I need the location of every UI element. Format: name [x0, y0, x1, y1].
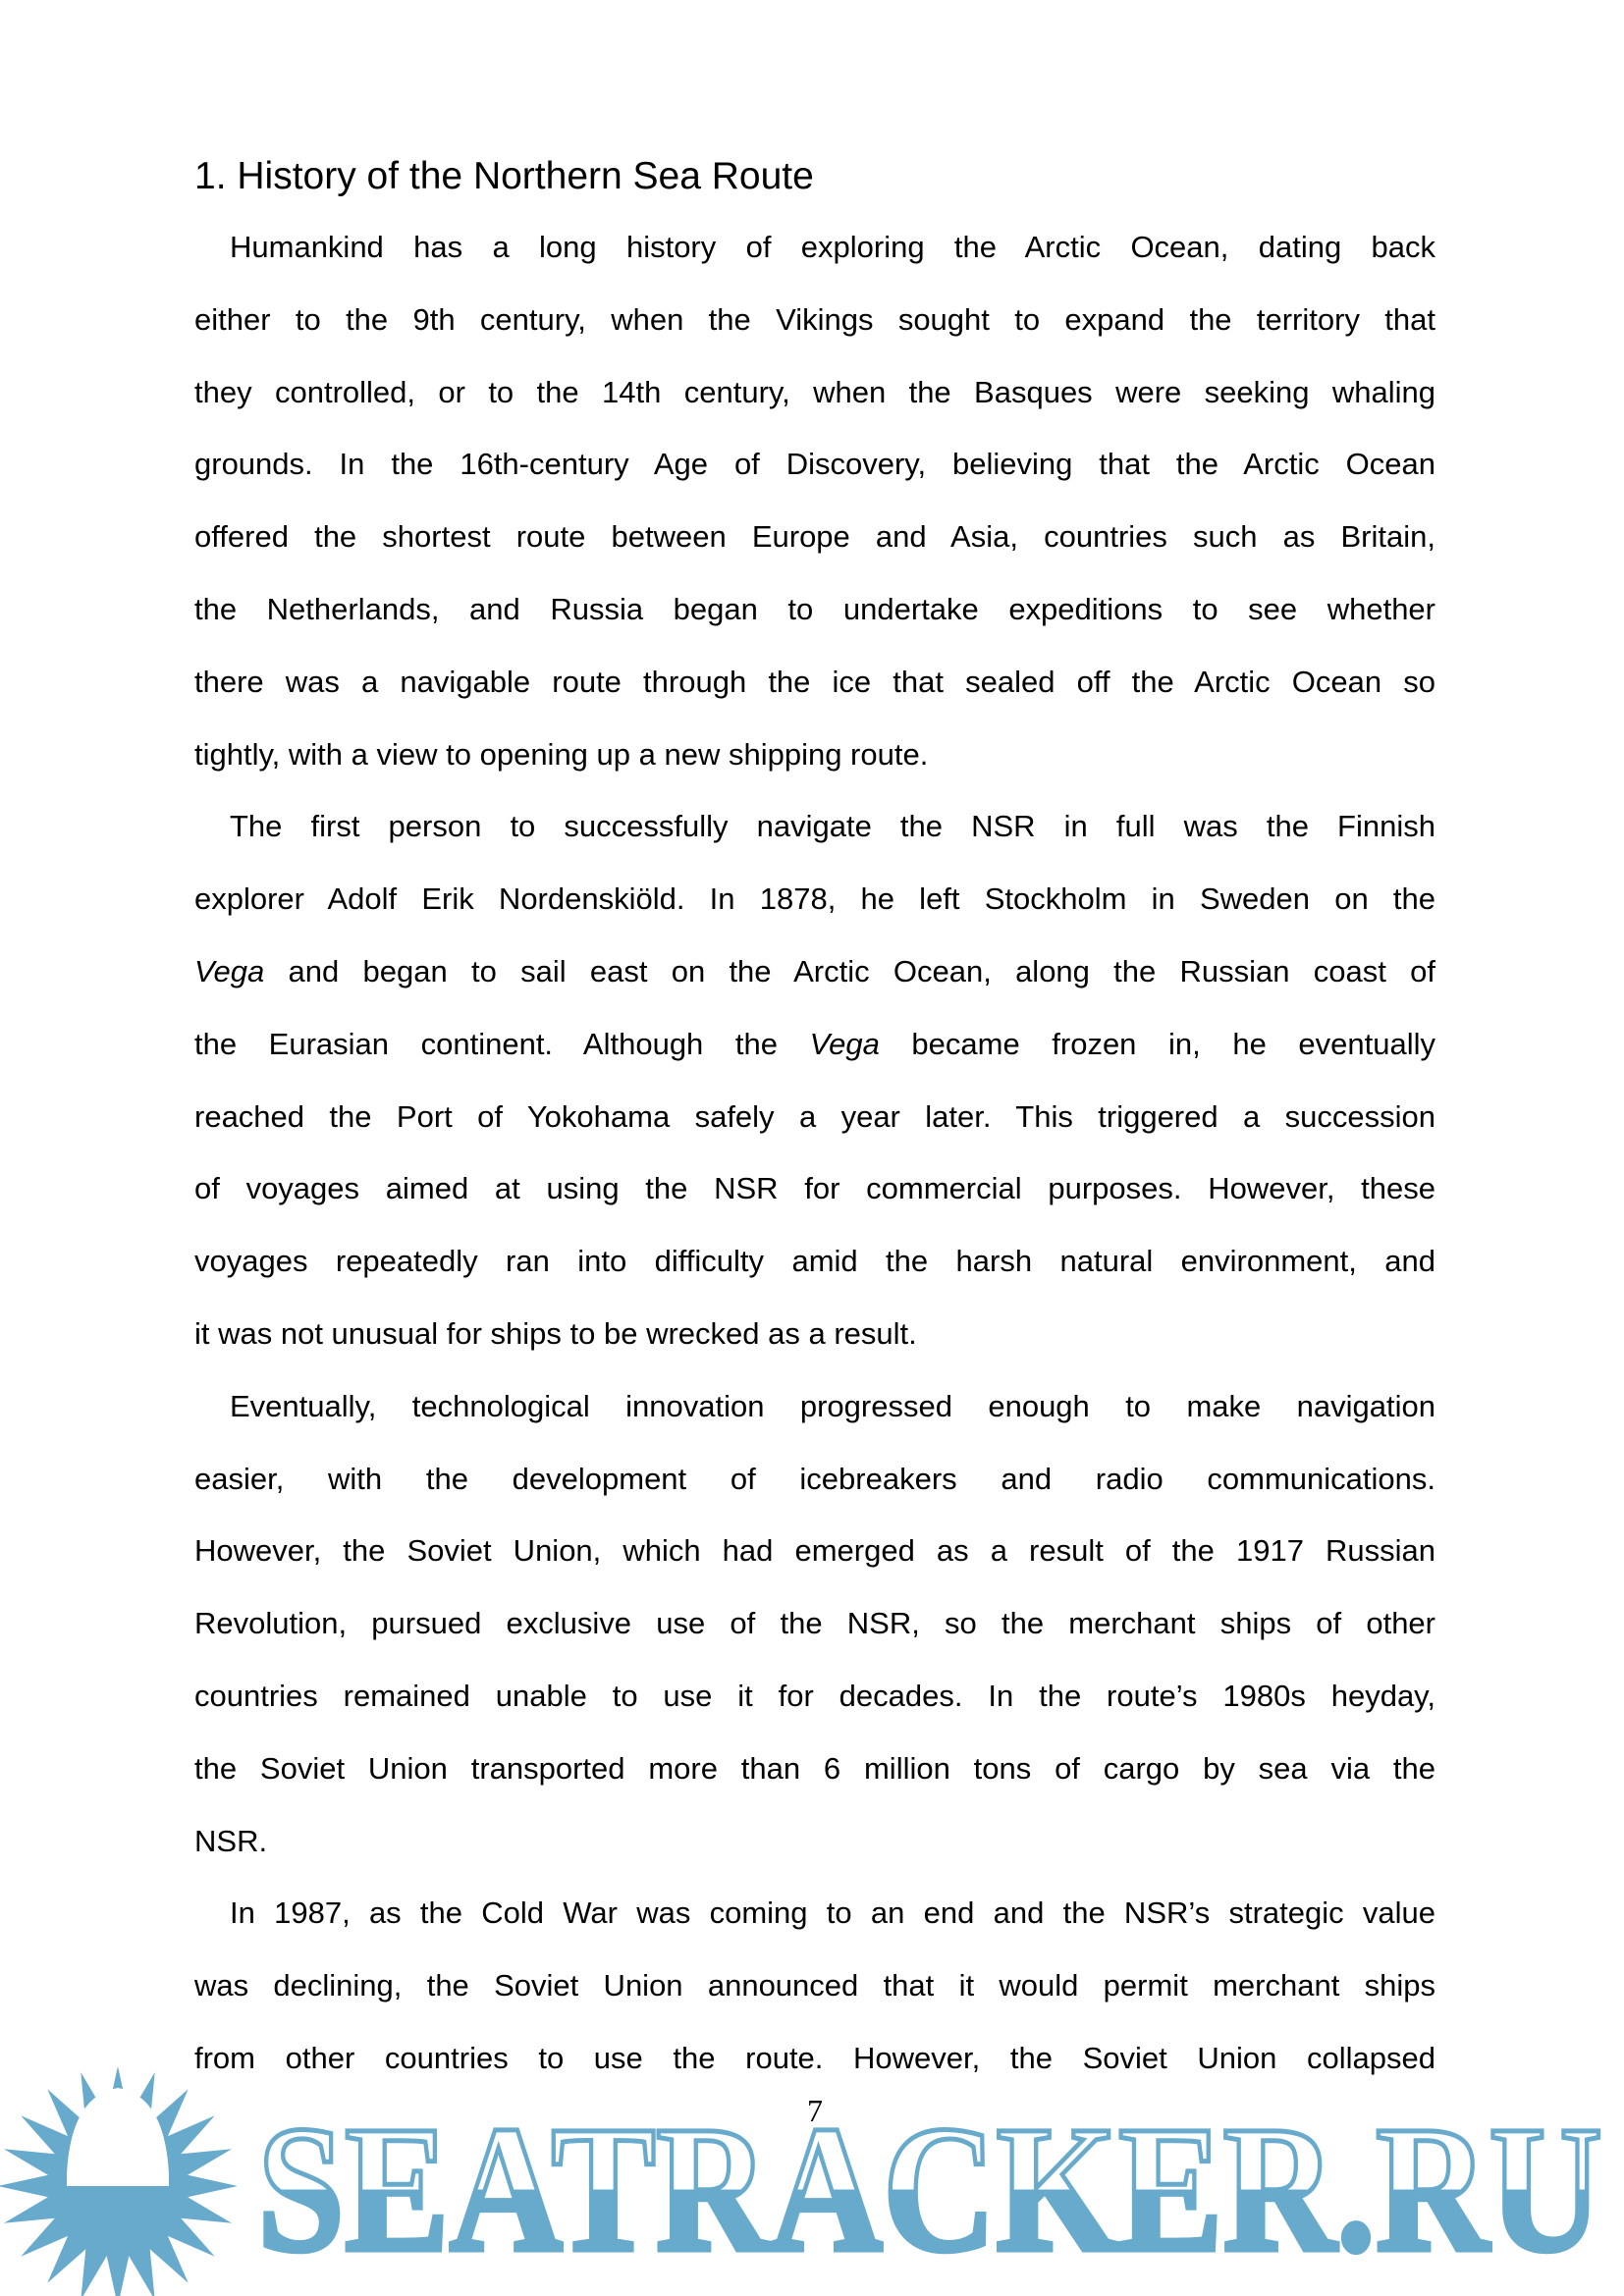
text-line: grounds. In the 16th-century Age of Discovery, believing that the Arctic Ocean [194, 447, 1435, 482]
text-line [194, 1008, 1435, 1081]
text-line: of voyages aimed at using the NSR for commercial purposes. However, these [194, 1171, 1435, 1206]
text-line: In 1987, as the Cold War was coming to an end and the NSR’s strategic value [230, 1896, 1435, 1931]
text-line: explorer Adolf Erik Nordenskiöld. In 1878, he left Stockholm in Sweden on the [194, 881, 1435, 917]
text-line: reached the Port of Yokohama safely a year later. This triggered a succession [194, 1098, 1435, 1134]
text-line: there was a navigable route through the ice that sealed off the Arctic Ocean so [194, 664, 1435, 699]
body-text [194, 211, 1435, 2095]
text-line: Revolution, pursued exclusive use of the NSR, so the merchant ships of other [194, 1606, 1435, 1641]
text-line: Humankind has a long history of exploring the Arctic Ocean, dating back [230, 230, 1435, 264]
text-line: voyages repeatedly ran into difficulty amid the harsh natural environment, and [194, 1244, 1435, 1279]
text-line: from other countries to use the route. However, the Soviet Union collapsed [194, 2040, 1435, 2075]
text-segment: and began to sail east on the Arctic Ocean, along the Russian coast of [264, 953, 1435, 988]
text-segment: became frozen in, he eventually [879, 1026, 1435, 1061]
text-line: tightly, with a view to opening up a new shipping route. [194, 736, 929, 772]
text-line: they controlled, or to the 14th century, when the Basques were seeking whaling [194, 374, 1435, 409]
page-number: 7 [807, 2093, 823, 2128]
ship-name: Vega [809, 1026, 880, 1061]
ship-name: Vega [194, 953, 265, 988]
text-line: the Soviet Union transported more than 6 million tons of cargo by sea via the [194, 1750, 1435, 1786]
seatracker-watermark [0, 2052, 1624, 2296]
text-line: easier, with the development of icebreakers and radio communications. [194, 1461, 1435, 1496]
text-line: the Netherlands, and Russia began to undertake expeditions to see whether [194, 591, 1435, 626]
text-line [194, 935, 1435, 1008]
text-segment: the Eurasian continent. Although the [194, 1026, 810, 1061]
text-line: The first person to successfully navigate the NSR in full was the Finnish [230, 809, 1435, 844]
text-line: was declining, the Soviet Union announced that it would permit merchant ships [194, 1968, 1435, 2003]
text-line: NSR. [194, 1823, 268, 1858]
text-line: it was not unusual for ships to be wrecked as a result. [194, 1315, 917, 1351]
text-line: either to the 9th century, when the Vikings sought to expand the territory that [194, 301, 1435, 337]
section-heading: 1. History of the Northern Sea Route [194, 155, 814, 197]
text-line: countries remained unable to use it for decades. In the route’s 1980s heyday, [194, 1678, 1435, 1713]
watermark-text: SEATRACKER.RU [257, 2089, 1602, 2290]
text-line: Eventually, technological innovation progressed enough to make navigation [230, 1388, 1435, 1423]
text-line: offered the shortest route between Europe and Asia, countries such as Britain, [194, 519, 1435, 555]
sun-logo-icon [0, 2066, 238, 2296]
text-line: However, the Soviet Union, which had emerged as a result of the 1917 Russian [194, 1533, 1435, 1569]
